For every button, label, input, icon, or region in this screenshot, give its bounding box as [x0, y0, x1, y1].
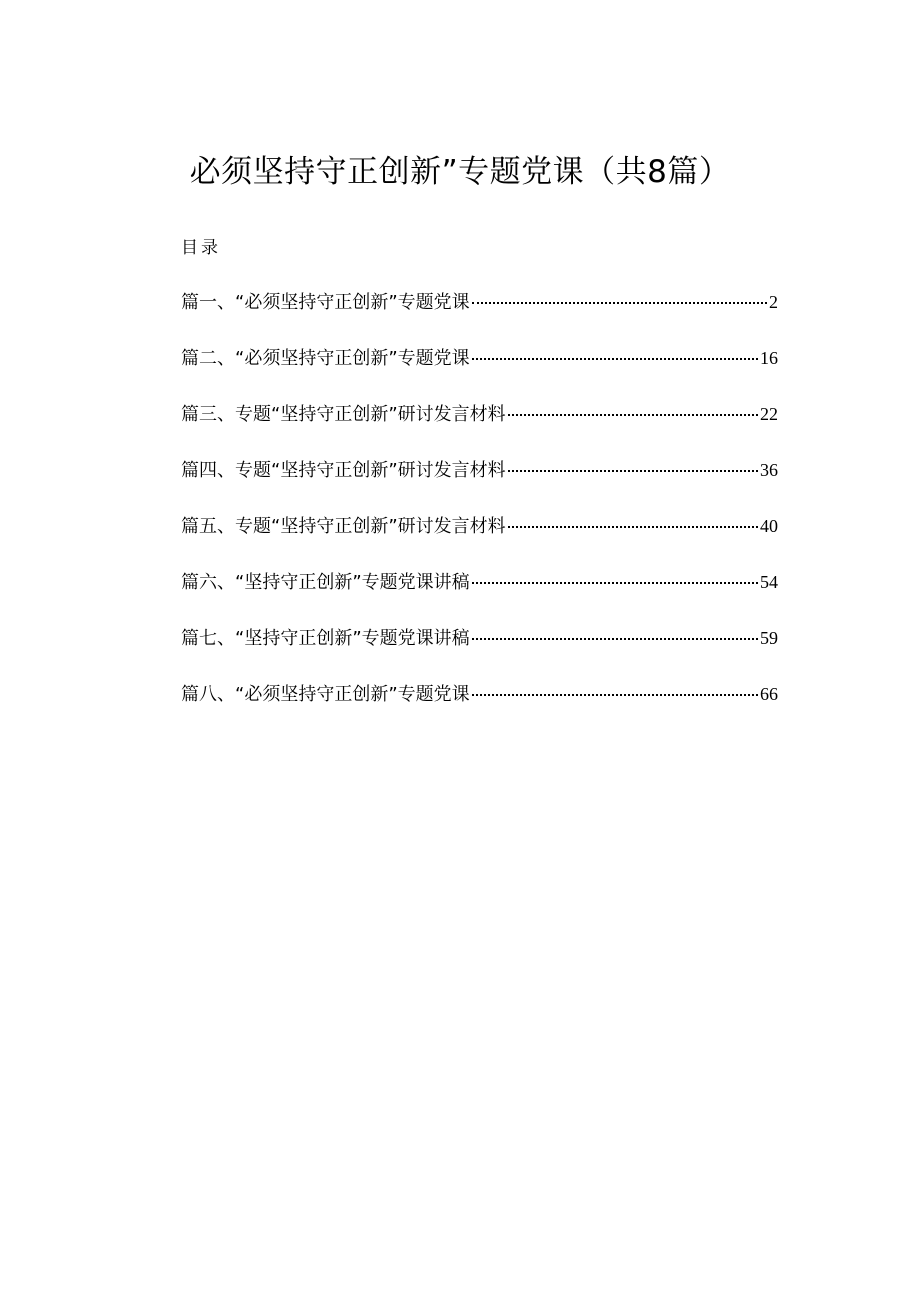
table-of-contents — [181, 288, 778, 736]
toc-entry-page: 36 — [760, 460, 778, 480]
toc-entry-label: 篇七、“坚持守正创新”专题党课讲稿 — [181, 628, 470, 649]
toc-dot-leader — [508, 470, 758, 472]
toc-dot-leader — [508, 414, 758, 416]
toc-dot-leader — [472, 694, 758, 696]
toc-dot-leader — [472, 638, 758, 640]
toc-entry-page: 66 — [760, 684, 778, 704]
toc-entry-label: 篇四、专题“坚持守正创新”研讨发言材料 — [181, 460, 506, 481]
toc-entry-page: 59 — [760, 628, 778, 648]
toc-entry-label: 篇八、“必须坚持守正创新”专题党课 — [181, 684, 470, 705]
toc-entry-4[interactable] — [181, 456, 778, 512]
toc-entry-5[interactable] — [181, 512, 778, 568]
toc-dot-leader — [472, 358, 758, 360]
toc-entry-page: 2 — [769, 292, 778, 312]
document-title: 必须坚持守正创新”专题党课（共8篇） — [189, 154, 731, 190]
toc-dot-leader — [472, 302, 767, 304]
toc-entry-page: 16 — [760, 348, 778, 368]
toc-dot-leader — [508, 526, 758, 528]
toc-entry-page: 40 — [760, 516, 778, 536]
toc-entry-label: 篇六、“坚持守正创新”专题党课讲稿 — [181, 572, 470, 593]
toc-entry-page: 22 — [760, 404, 778, 424]
toc-entry-label: 篇三、专题“坚持守正创新”研讨发言材料 — [181, 404, 506, 425]
toc-entry-3[interactable] — [181, 400, 778, 456]
toc-entry-7[interactable] — [181, 624, 778, 680]
toc-entry-2[interactable] — [181, 344, 778, 400]
toc-entry-6[interactable] — [181, 568, 778, 624]
toc-entry-1[interactable] — [181, 288, 778, 344]
toc-dot-leader — [472, 582, 758, 584]
toc-entry-label: 篇五、专题“坚持守正创新”研讨发言材料 — [181, 516, 506, 537]
toc-entry-page: 54 — [760, 572, 778, 592]
toc-entry-label: 篇一、“必须坚持守正创新”专题党课 — [181, 292, 470, 313]
toc-entry-label: 篇二、“必须坚持守正创新”专题党课 — [181, 348, 470, 369]
toc-entry-8[interactable] — [181, 680, 778, 736]
toc-heading: 目录 — [181, 238, 221, 258]
